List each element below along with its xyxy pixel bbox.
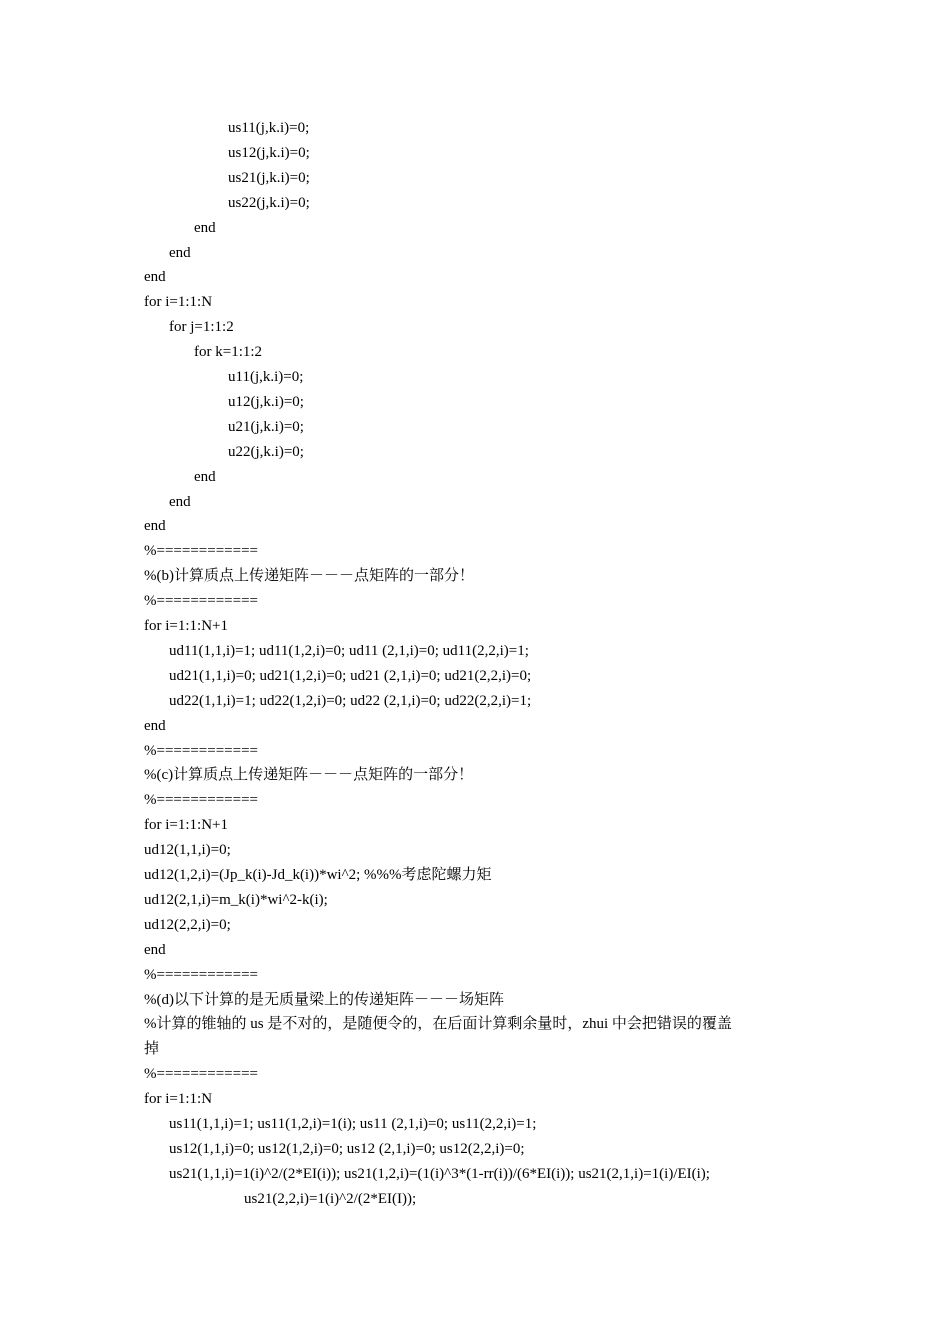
code-line: end	[194, 220, 216, 236]
code-line: end	[144, 269, 166, 285]
code-line: %============	[144, 1066, 259, 1082]
code-line: ud12(2,2,i)=0;	[144, 917, 231, 933]
code-line: us11(j,k.i)=0;	[228, 120, 310, 136]
code-line: %(c)计算质点上传递矩阵－－－点矩阵的一部分！	[144, 767, 474, 783]
code-line: ud12(1,1,i)=0;	[144, 842, 231, 858]
code-line: u12(j,k.i)=0;	[228, 394, 304, 410]
code-line: end	[169, 245, 191, 261]
code-line: us12(j,k.i)=0;	[228, 145, 310, 161]
code-line: %(d)以下计算的是无质量梁上的传递矩阵－－－场矩阵	[144, 992, 504, 1008]
code-line: for i=1:1:N+1	[144, 817, 228, 833]
code-line: for i=1:1:N+1	[144, 618, 228, 634]
code-line: ud12(1,2,i)=(Jp_k(i)-Jd_k(i))*wi^2; %%%考虑陀螺力矩	[144, 867, 492, 883]
code-line: end	[194, 469, 216, 485]
code-line: u11(j,k.i)=0;	[228, 369, 304, 385]
code-line: us21(1,1,i)=1(i)^2/(2*EI(i)); us21(1,2,i)=(1(i)^3*(1-rr(i))/(6*EI(i)); us21(2,1,i)=1(i)/EI(i);	[169, 1166, 710, 1182]
code-line: for i=1:1:N	[144, 294, 213, 310]
code-line: end	[169, 494, 191, 510]
code-line: %计算的锥轴的 us 是不对的，是随便令的，在后面计算剩余量时，zhui 中会把错误的覆盖	[144, 1016, 732, 1032]
code-line: ud11(1,1,i)=1; ud11(1,2,i)=0; ud11 (2,1,i)=0; ud11(2,2,i)=1;	[169, 643, 529, 659]
code-line: %============	[144, 743, 259, 759]
code-line: ud22(1,1,i)=1; ud22(1,2,i)=0; ud22 (2,1,i)=0; ud22(2,2,i)=1;	[169, 693, 532, 709]
code-line: %(b)计算质点上传递矩阵－－－点矩阵的一部分！	[144, 568, 474, 584]
code-line: u22(j,k.i)=0;	[228, 444, 304, 460]
code-line: for i=1:1:N	[144, 1091, 213, 1107]
code-line: 掉	[144, 1041, 160, 1057]
code-line: for k=1:1:2	[194, 344, 263, 360]
code-line: us21(j,k.i)=0;	[228, 170, 310, 186]
code-line: end	[144, 718, 166, 734]
code-line: for j=1:1:2	[169, 319, 234, 335]
code-line: us21(2,2,i)=1(i)^2/(2*EI(I));	[244, 1191, 417, 1207]
code-line: %============	[144, 543, 259, 559]
code-line: ud21(1,1,i)=0; ud21(1,2,i)=0; ud21 (2,1,i)=0; ud21(2,2,i)=0;	[169, 668, 532, 684]
code-line: %============	[144, 792, 259, 808]
code-line: %============	[144, 593, 259, 609]
code-line: us11(1,1,i)=1; us11(1,2,i)=1(i); us11 (2,1,i)=0; us11(2,2,i)=1;	[169, 1116, 537, 1132]
code-line: %============	[144, 967, 259, 983]
code-line: u21(j,k.i)=0;	[228, 419, 304, 435]
code-line: end	[144, 942, 166, 958]
code-line: us22(j,k.i)=0;	[228, 195, 310, 211]
code-line: end	[144, 518, 166, 534]
code-line: ud12(2,1,i)=m_k(i)*wi^2-k(i);	[144, 892, 328, 908]
code-line: us12(1,1,i)=0; us12(1,2,i)=0; us12 (2,1,i)=0; us12(2,2,i)=0;	[169, 1141, 525, 1157]
